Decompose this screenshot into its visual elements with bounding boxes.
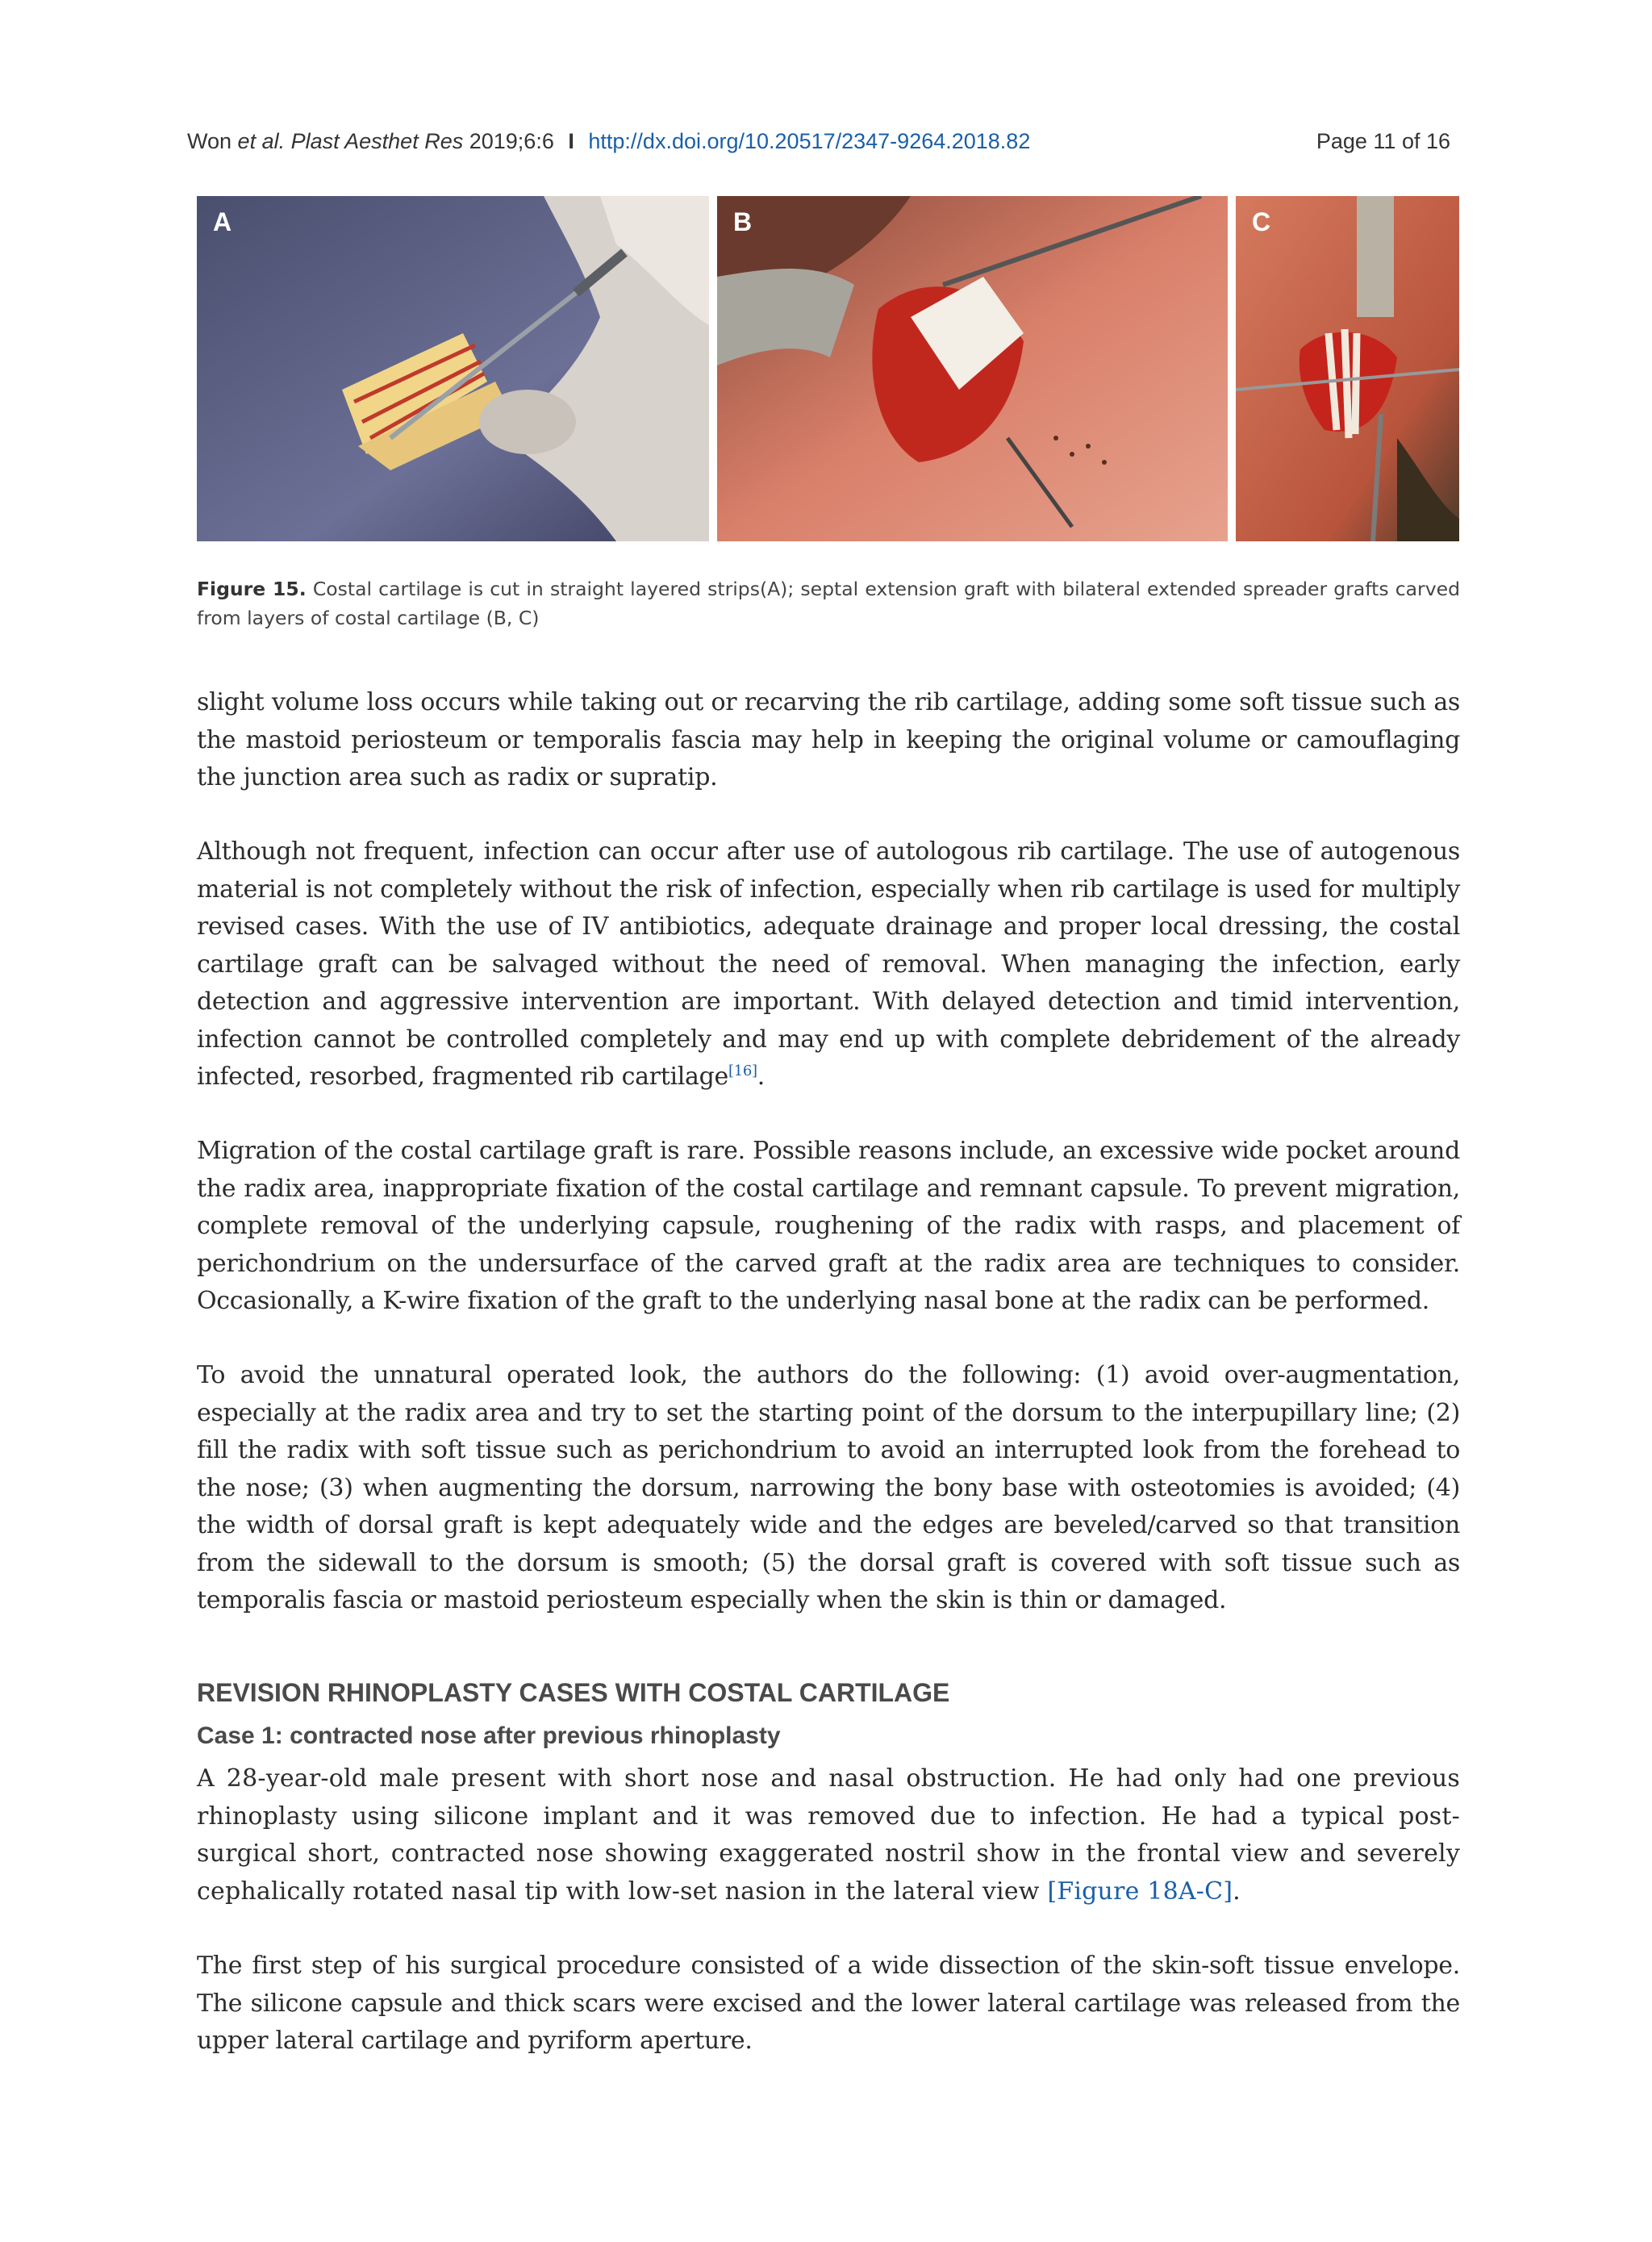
figure-15 <box>197 196 1459 541</box>
figure-panel-c <box>1236 196 1459 541</box>
header-journal: Plast Aesthet Res <box>290 129 464 153</box>
paragraph-5-end: . <box>1233 1877 1241 1906</box>
paragraph-3: Migration of the costal cartilage graft is rare. Possible reasons include, an excessive wide pocket around the radix area, inappropriate fixation of the costal cartilage and remnant capsule. To prevent migration, complete removal of the underlying capsule, roughening of the radix with rasps, and placement of perichondrium on the undersurface of the carved graft at the radix area are techniques to consider. Occasionally, a K-wire fixation of the graft to the underlying nasal bone at the radix can be performed. <box>197 1137 1460 1315</box>
panel-label-c: C <box>1252 207 1271 236</box>
doi-link[interactable]: http://dx.doi.org/10.20517/2347-9264.2018.82 <box>588 129 1031 153</box>
paragraph-2-end: . <box>757 1063 765 1091</box>
paragraph-2 <box>197 833 1460 1096</box>
paragraph-1: slight volume loss occurs while taking out or recarving the rib cartilage, adding some soft tissue such as the mastoid periosteum or temporalis fascia may help in keeping the original volume or camouflaging the junction area such as radix or supratip. <box>197 688 1460 791</box>
panel-b-photo <box>717 196 1228 541</box>
header-etal: et al. <box>237 129 286 153</box>
section-heading: REVISION RHINOPLASTY CASES WITH COSTAL CARTILAGE <box>197 1678 950 1707</box>
caption-text: Costal cartilage is cut in straight layered strips(A); septal extension graft with bilateral extended spreader grafts carved from layers of costal cartilage (B, C) <box>197 578 1460 629</box>
case-1-heading: Case 1: contracted nose after previous rhinoplasty <box>197 1722 781 1749</box>
paragraph-2-text: Although not frequent, infection can occur after use of autologous rib cartilage. The use of autogenous material is not completely without the risk of infection, especially when rib cartilage is used for multiply revised cases. With the use of IV antibiotics, adequate drainage and proper local dressing, the costal cartilage graft can be salvaged without the need of removal. When managing the infection, early detection and aggressive intervention are important. With delayed detection and timid intervention, infection cannot be controlled completely and may end up with complete debridement of the already infected, resorbed, fragmented rib cartilage <box>197 837 1460 1091</box>
header-separator: I <box>568 129 574 153</box>
running-header <box>187 129 1450 161</box>
figure-caption <box>197 574 1460 633</box>
panel-label-b: B <box>733 207 753 236</box>
paragraph-5-text: A 28-year-old male present with short nose and nasal obstruction. He had only had one previous rhinoplasty using silicone implant and it was removed due to infection. He had a typical post-surgical short, contracted nose showing exaggerated nostril show in the frontal view and severely cephalically rotated nasal tip with low-set nasion in the lateral view <box>197 1764 1460 1906</box>
panel-a-photo <box>197 196 709 541</box>
reference-16-link[interactable]: [16] <box>728 1063 757 1079</box>
panel-c-photo <box>1236 196 1459 541</box>
paragraph-6: The first step of his surgical procedure consisted of a wide dissection of the skin-soft tissue envelope. The silicone capsule and thick scars were excised and the lower lateral cartilage was released from the upper lateral cartilage and pyriform aperture. <box>197 1952 1460 2055</box>
paragraph-5 <box>197 1760 1460 1910</box>
paragraph-4: To avoid the unnatural operated look, the authors do the following: (1) avoid over-augmentation, especially at the radix area and try to set the starting point of the dorsum to the interpupillary line; (2) fill the radix with soft tissue such as perichondrium to avoid an interrupted look from the forehead to the nose; (3) when augmenting the dorsum, narrowing the bony base with osteotomies is avoided; (4) the width of dorsal graft is kept adequately wide and the edges are beveled/carved so that transition from the sidewall to the dorsum is smooth; (5) the dorsal graft is covered with soft tissue such as temporalis fascia or mastoid periosteum especially when the skin is thin or damaged. <box>197 1361 1460 1614</box>
header-author: Won <box>187 129 232 153</box>
figure-18-link[interactable]: [Figure 18A-C] <box>1047 1877 1233 1906</box>
figure-panel-b <box>717 196 1228 541</box>
caption-label: Figure 15. <box>197 578 307 600</box>
figure-panel-a <box>197 196 709 541</box>
page-number: Page 11 of 16 <box>1316 129 1450 153</box>
header-citation <box>187 129 1030 154</box>
header-volume: 2019;6:6 <box>469 129 554 153</box>
panel-label-a: A <box>213 207 232 236</box>
